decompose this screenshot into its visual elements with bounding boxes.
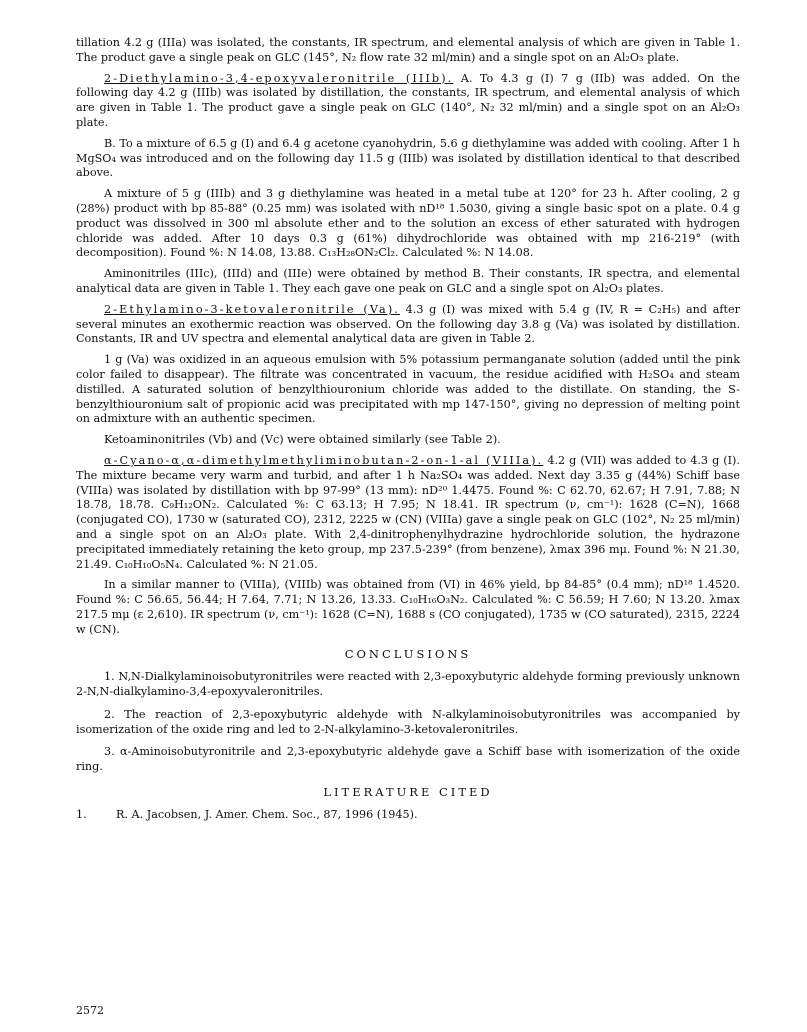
compound-heading: α-Cyano-α,α-dimethylmethyliminobutan-2-on-1-al (VIIIa). [104,453,544,467]
literature-heading: LITERATURE CITED [323,785,493,800]
compound-heading: 2-Ethylamino-3-ketovaleronitrile (Va). [104,302,400,316]
page-number: 2572 [76,1004,104,1017]
conclusion-item: 1. N,N-Dialkylaminoisobutyronitriles were reacted with 2,3-epoxybutyric aldehyde forming previously unknown 2-N,N-dialkylamino-3,4-epoxyvaleronitriles. [76,670,740,699]
paragraph-aminonitriles: Aminonitriles (IIIc), (IIId) and (IIIe) were obtained by method B. Their constants, IR spectra, and elemental analytical data are given in Table 1. They each gave one peak on GLC and a single spot on Al₂O₃ plates. [76,267,740,295]
paragraph-dihydrochloride: A mixture of 5 g (IIIb) and 3 g diethylamine was heated in a metal tube at 120° for 23 h. After cooling, 2 g (28%) product with bp 85-88° (0.25 mm) was isolated with nD¹⁸ 1.5030, giving a single basic spot on a plate. 0.4 g product was dissolved in 300 ml absolute ether and to the solution an excess of ether saturated with hydrogen chloride was added. After 10 days 0.3 g (61%) dihydrochloride was obtained with mp 216-219° (with decomposition). Found %: N 14.08, 13.88. C₁₃H₂₈ON₂Cl₂. Calculated %: N 14.08. [76,187,740,260]
paragraph-va [76,303,740,347]
paragraph-viiia [76,454,740,572]
paragraph-text: A. To 4.3 g (I) 7 g (IIb) was added. On the following day 4.2 g (IIIb) was isolated by distillation, the constants, IR spectrum, and elemental analysis of which are given in Table 1. The product gave a single peak on GLC (140°, N₂ 32 ml/min) and a single spot on an Al₂O₃ plate. [76,71,740,129]
reference-text: R. A. Jacobsen, J. Amer. Chem. Soc., 87, 1996 (1945). [116,807,418,821]
paragraph-viiib: In a similar manner to (VIIIa), (VIIIb) was obtained from (VI) in 46% yield, bp 84-85° (0.4 mm); nD¹⁸ 1.4520. Found %: C 56.65, 56.44; H 7.64, 7.71; N 13.26, 13.33. C₁₀H₁₆O₃N₂. Calculated %: C 56.59; H 7.60; N 13.20. λmax 217.5 mμ (ε 2,610). IR spectrum (ν, cm⁻¹): 1628 (C=N), 1688 s (CO conjugated), 1735 w (CO saturated), 2315, 2224 w (CN). [76,578,740,636]
conclusion-item: 3. α-Aminoisobutyronitrile and 2,3-epoxybutyric aldehyde gave a Schiff base with isomerization of the oxide ring. [76,745,740,774]
conclusions-heading: CONCLUSIONS [344,647,472,662]
compound-heading: 2-Diethylamino-3,4-epoxyvaleronitrile (IIIb). [104,71,454,85]
paragraph-text: 4.3 g (I) was mixed with 5.4 g (IV, R = C₂H₅) and after several minutes an exothermic reaction was observed. On the following day 3.8 g (Va) was isolated by distillation. Constants, IR and UV spectra and elemental analytical data are given in Table 2. [76,302,741,346]
paragraph-iiib-method-b: B. To a mixture of 6.5 g (I) and 6.4 g acetone cyanohydrin, 5.6 g diethylamine was added with cooling. After 1 h MgSO₄ was introduced and on the following day 11.5 g (IIIb) was isolated by distillation identical to that described above. [76,136,740,180]
reference-number: 1. [76,807,87,821]
paragraph-text: 4.2 g (VII) was added to 4.3 g (I). The mixture became very warm and turbid, and after 1 h Na₂SO₄ was added. Next day 3.35 g (44%) Schiff base (VIIIa) was isolated by distillation with bp 97-99° (13 mm): nD²⁰ 1.4475. Found %: C 62.70, 62.67; H 7.91, 7.88; N 18.78, 18.78. C₉H₁₂ON₂. Calculated %: C 63.13; H 7.95; N 18.41. IR spectrum (ν, cm⁻¹): 1628 (C=N), 1668 (conjugated CO), 1730 w (saturated CO), 2312, 2225 w (CN) (VIIIa) gave a single peak on GLC (102°, N₂ 25 ml/min) and a single spot on an Al₂O₃ plate. With 2,4-dinitrophenylhydrazine hydrochloride solution, the hydrazone precipitated immediately retaining the keto group, mp 237.5-239° (from benzene), λmax 396 mμ. Found %: N 21.30, 21.49. C₁₀H₁₀O₅N₄. Calculated %: N 21.05. [76,453,740,571]
reference-list [76,808,740,823]
conclusions-list [76,670,740,775]
conclusion-item: 2. The reaction of 2,3-epoxybutyric aldehyde with N-alkylaminoisobutyronitriles was accompanied by isomerization of the oxide ring and led to 2-N-alkylamino-3-ketovaleronitriles. [76,707,740,736]
article-body [76,36,740,823]
reference-item [76,808,740,823]
paragraph-continuation: tillation 4.2 g (IIIa) was isolated, the constants, IR spectrum, and elemental analysis of which are given in Table 1. The product gave a single peak on GLC (145°, N₂ flow rate 32 ml/min) and a single spot on an Al₂O₃ plate. [76,36,740,64]
paragraph-iiib-method-a [76,72,740,131]
paragraph-ketoaminonitriles: Ketoaminonitriles (Vb) and (Vc) were obtained similarly (see Table 2). [104,433,501,447]
paragraph-oxidation: 1 g (Va) was oxidized in an aqueous emulsion with 5% potassium permanganate solution (added until the pink color failed to disappear). The filtrate was concentrated in vacuum, the residue acidified with H₂SO₄ and steam distilled. A saturated solution of benzylthiouronium chloride was added to the distillate. On standing, the S-benzylthiouronium salt of propionic acid was precipitated with mp 147-150°, giving no depression of melting point on admixture with an authentic specimen. [76,353,740,426]
